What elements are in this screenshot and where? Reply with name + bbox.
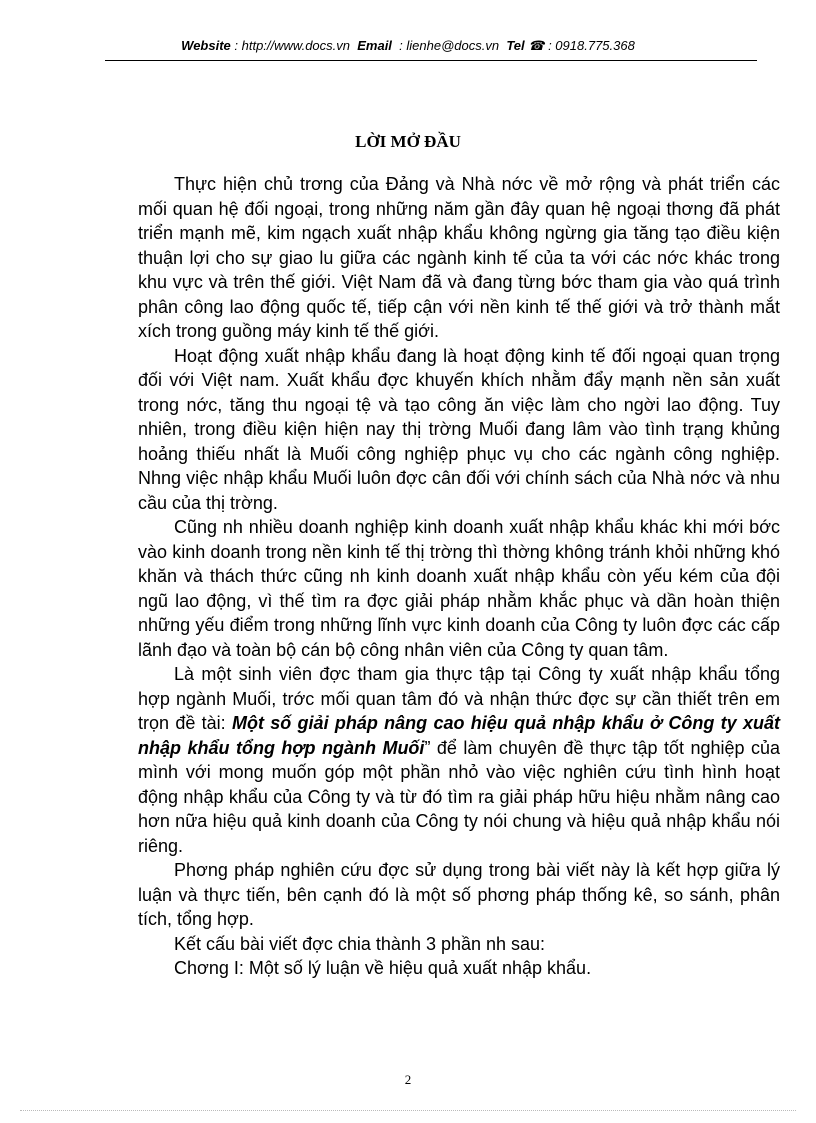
paragraph-4 <box>138 662 780 858</box>
header-divider <box>105 60 757 61</box>
paragraph-1: Thực hiện chủ trơng của Đảng và Nhà nớc về mở rộng và phát triển các mối quan hệ đối ngoại, trong những năm gần đây quan hệ ngoại thơng đã phát triển mạnh mẽ, kim ngạch xuất nhập khẩu không ngừng gia tăng tạo điều kiện thuận lợi cho sự giao lu giữa các ngành kinh tế của ta với các nớc khác trong khu vực và trên thế giới. Việt Nam đã và đang từng bớc tham gia vào quá trình phân công lao động quốc tế, tiếp cận với nền kinh tế thế giới và trở thành mắt xích trong guồng máy kinh tế thế giới. <box>138 174 780 341</box>
email-value: : lienhe@docs.vn <box>399 38 500 53</box>
paragraph-4-intro: Là một sinh viên đợc tham gia thực tập tại Công ty xuất nhập khẩu tổng hợp ngành Muối, trớc mối quan tâm đó và nhận thức đợc sự cần thiết trên em trọn đề tài: <box>138 664 780 733</box>
paragraph-4-rest: ” để làm chuyên đề thực tập tốt nghiệp của mình với mong muốn góp một phần nhỏ vào việc nghiên cứu tình hình hoạt động nhập khẩu của Công ty và từ đó tìm ra giải pháp hữu hiệu nhằm nâng cao hơn nữa hiệu quả kinh doanh của Công ty nói chung và hiệu quả nhập khẩu nói riêng. <box>138 737 781 856</box>
document-body <box>138 172 780 981</box>
page-title: LỜI MỞ ĐẦU <box>355 132 461 151</box>
website-label: Website <box>181 38 231 53</box>
email-label: Email <box>357 38 392 53</box>
tel-value: : 0918.775.368 <box>548 38 635 53</box>
footer-divider <box>20 1110 796 1111</box>
thesis-title: Một số giải pháp nâng cao hiệu quả nhập khẩu ở Công ty xuất nhập khẩu tổng hợp ngành Muối <box>138 713 780 758</box>
paragraph-5: Phơng pháp nghiên cứu đợc sử dụng trong bài viết này là kết hợp giữa lý luận và thực tiến, bên cạnh đó là một số phơng pháp thống kê, so sánh, phân tích, tổng hợp. <box>138 860 780 929</box>
paragraph-7: Chơng I: Một số lý luận về hiệu quả xuất nhập khẩu. <box>174 958 592 978</box>
page-number: 2 <box>404 1072 412 1087</box>
paragraph-3: Cũng nh nhiều doanh nghiệp kinh doanh xuất nhập khẩu khác khi mới bớc vào kinh doanh trong nền kinh tế thị trờng thì thờng không tránh khỏi những khó khăn và thách thức cũng nh kinh doanh xuất nhập khẩu còn yếu kém của đội ngũ lao động, vì thế tìm ra đợc giải pháp nhằm khắc phục và dần hoàn thiện những yếu điểm trong những lĩnh vực kinh doanh của Công ty luôn đợc các cấp lãnh đạo và toàn bộ cán bộ công nhân viên của Công ty quan tâm. <box>138 517 780 660</box>
website-value: : http://www.docs.vn <box>234 38 350 53</box>
paragraph-2: Hoạt động xuất nhập khẩu đang là hoạt động kinh tế đối ngoại quan trọng đối với Việt nam. Xuất khẩu đợc khuyến khích nhằm đẩy mạnh nền sản xuất trong nớc, tăng thu ngoại tệ và tạo công ăn việc làm cho ngời lao động. Tuy nhiên, trong điều kiện hiện nay thị trờng Muối đang lâm vào tình trạng khủng hoảng thiếu nhất là Muối công nghiệp phục vụ cho các ngành công nghiệp. Nhng việc nhập khẩu Muối luôn đợc cân đối với chính sách của Nhà nớc và nhu cầu của thị trờng. <box>138 345 780 513</box>
phone-icon: ☎ <box>528 38 545 53</box>
page-header <box>0 38 816 54</box>
tel-label: Tel <box>506 38 525 53</box>
paragraph-6: Kết cấu bài viết đợc chia thành 3 phần nh sau: <box>174 933 546 954</box>
